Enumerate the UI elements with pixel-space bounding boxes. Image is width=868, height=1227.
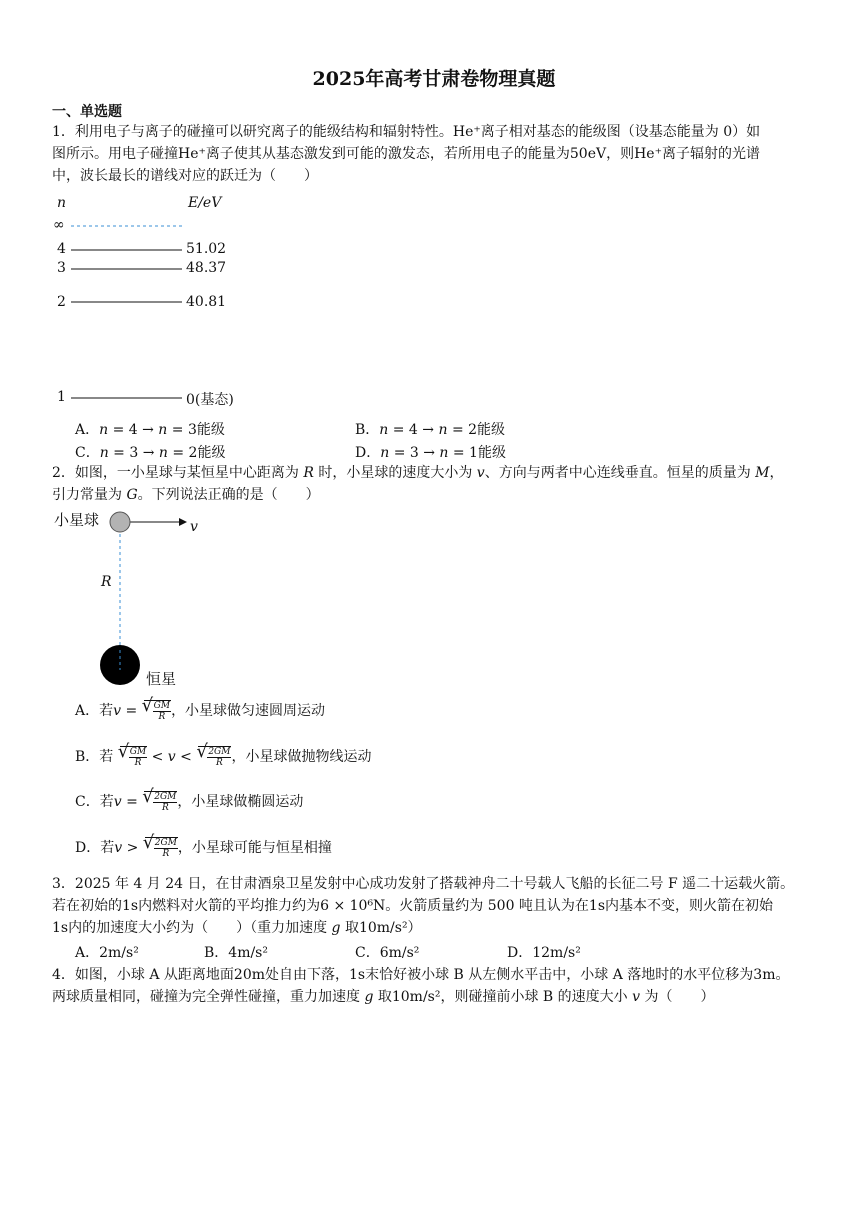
energy-axis-label: E/eV [188,195,222,211]
q1-line2: 图所示。用电子碰撞He⁺离子使其从基态激发到可能的激发态，若所用电子的能量为50eV，则He⁺离子辐射的光谱 [52,146,760,162]
level-1-energy: 0(基态) [186,392,234,408]
n-infinity-label: ∞ [53,217,65,233]
n-axis-label: n [57,195,67,211]
q2-option-a: A．若𝑣 = √ $\frac{GM}{R}$ ，小星球做匀速圆周运动 [75,700,325,722]
q3-line2: 若在初始的1s内燃料对火箭的平均推力约为6 × 10⁶N。火箭质量约为 500 吨且认为在1s内基本不变，则火箭在初始 [52,898,774,914]
q1-option-a: A．𝑛 = 4 → 𝑛 = 3能级 [75,422,225,438]
level-1-n: 1 [57,389,66,405]
page-title: 2025年高考甘肃卷物理真题 [312,68,556,90]
q4-line2: 两球质量相同，碰撞为完全弹性碰撞，重力加速度 𝑔 取10m/s²，则碰撞前小球 B 的速度大小 𝑣 为（ ） [52,989,715,1005]
q2-option-d: D．若𝑣 > √ $\frac{2GM}{R}$ ，小星球可能与恒星相撞 [75,837,332,859]
q4-stem [52,964,822,1008]
q2-option-b: B．若 √ $\frac{GM}{R}$ < 𝑣 < √ $\frac{2GM}{R}$ ，小星球做抛物线运动 [75,746,371,768]
q2-line2: 引力常量为 𝐺。下列说法正确的是（ ） [52,487,320,503]
velocity-label: v [190,519,198,535]
q3-stem [52,873,822,939]
q3-option-d: D．12m/s² [507,945,581,961]
q1-option-b: B．𝑛 = 4 → 𝑛 = 2能级 [355,422,506,438]
level-4-n: 4 [57,241,66,257]
planet-label: 小星球 [54,511,100,529]
level-3-n: 3 [57,260,66,276]
q3-line3: 1s内的加速度大小约为（ ）（重力加速度 𝑔 取10m/s²） [52,920,422,936]
q3-line1: 3．2025 年 4 月 24 日，在甘肃酒泉卫星发射中心成功发射了搭载神舟二十号载人飞船的长征二号 F 遥二十运载火箭。 [52,876,795,892]
energy-level-lines [0,0,868,420]
level-3-energy: 48.37 [186,260,227,276]
level-2-n: 2 [57,294,66,310]
q2-line1: 2．如图，一小星球与某恒星中心距离为 𝑅 时，小星球的速度大小为 𝑣、方向与两者中心连线垂直。恒星的质量为 𝑀， [52,465,784,481]
q3-option-c: C．6m/s² [355,945,420,961]
q1-option-c: C．𝑛 = 3 → 𝑛 = 2能级 [75,445,226,461]
level-2-energy: 40.81 [186,294,227,310]
star-label: 恒星 [146,670,177,688]
radius-label: R [101,574,112,590]
planet-shape [110,512,130,532]
level-4-energy: 51.02 [186,241,227,257]
q4-line1: 4．如图，小球 A 从距离地面20m处自由下落，1s末恰好被小球 B 从左侧水平击中，小球 A 落地时的水平位移为3m。 [52,967,790,983]
q1-line1: 1．利用电子与离子的碰撞可以研究离子的能级结构和辐射特性。He⁺离子相对基态的能级图（设基态能量为 0）如 [52,124,761,140]
q1-option-d: D．𝑛 = 3 → 𝑛 = 1能级 [355,445,506,461]
section-heading: 一、单选题 [52,104,122,120]
q3-option-b: B．4m/s² [204,945,268,961]
q3-option-a: A．2m/s² [75,945,139,961]
q1-line3: 中，波长最长的谱线对应的跃迁为（ ） [52,168,318,184]
q2-option-c: C．若𝑣 = √ $\frac{2GM}{R}$ ，小星球做椭圆运动 [75,791,303,813]
